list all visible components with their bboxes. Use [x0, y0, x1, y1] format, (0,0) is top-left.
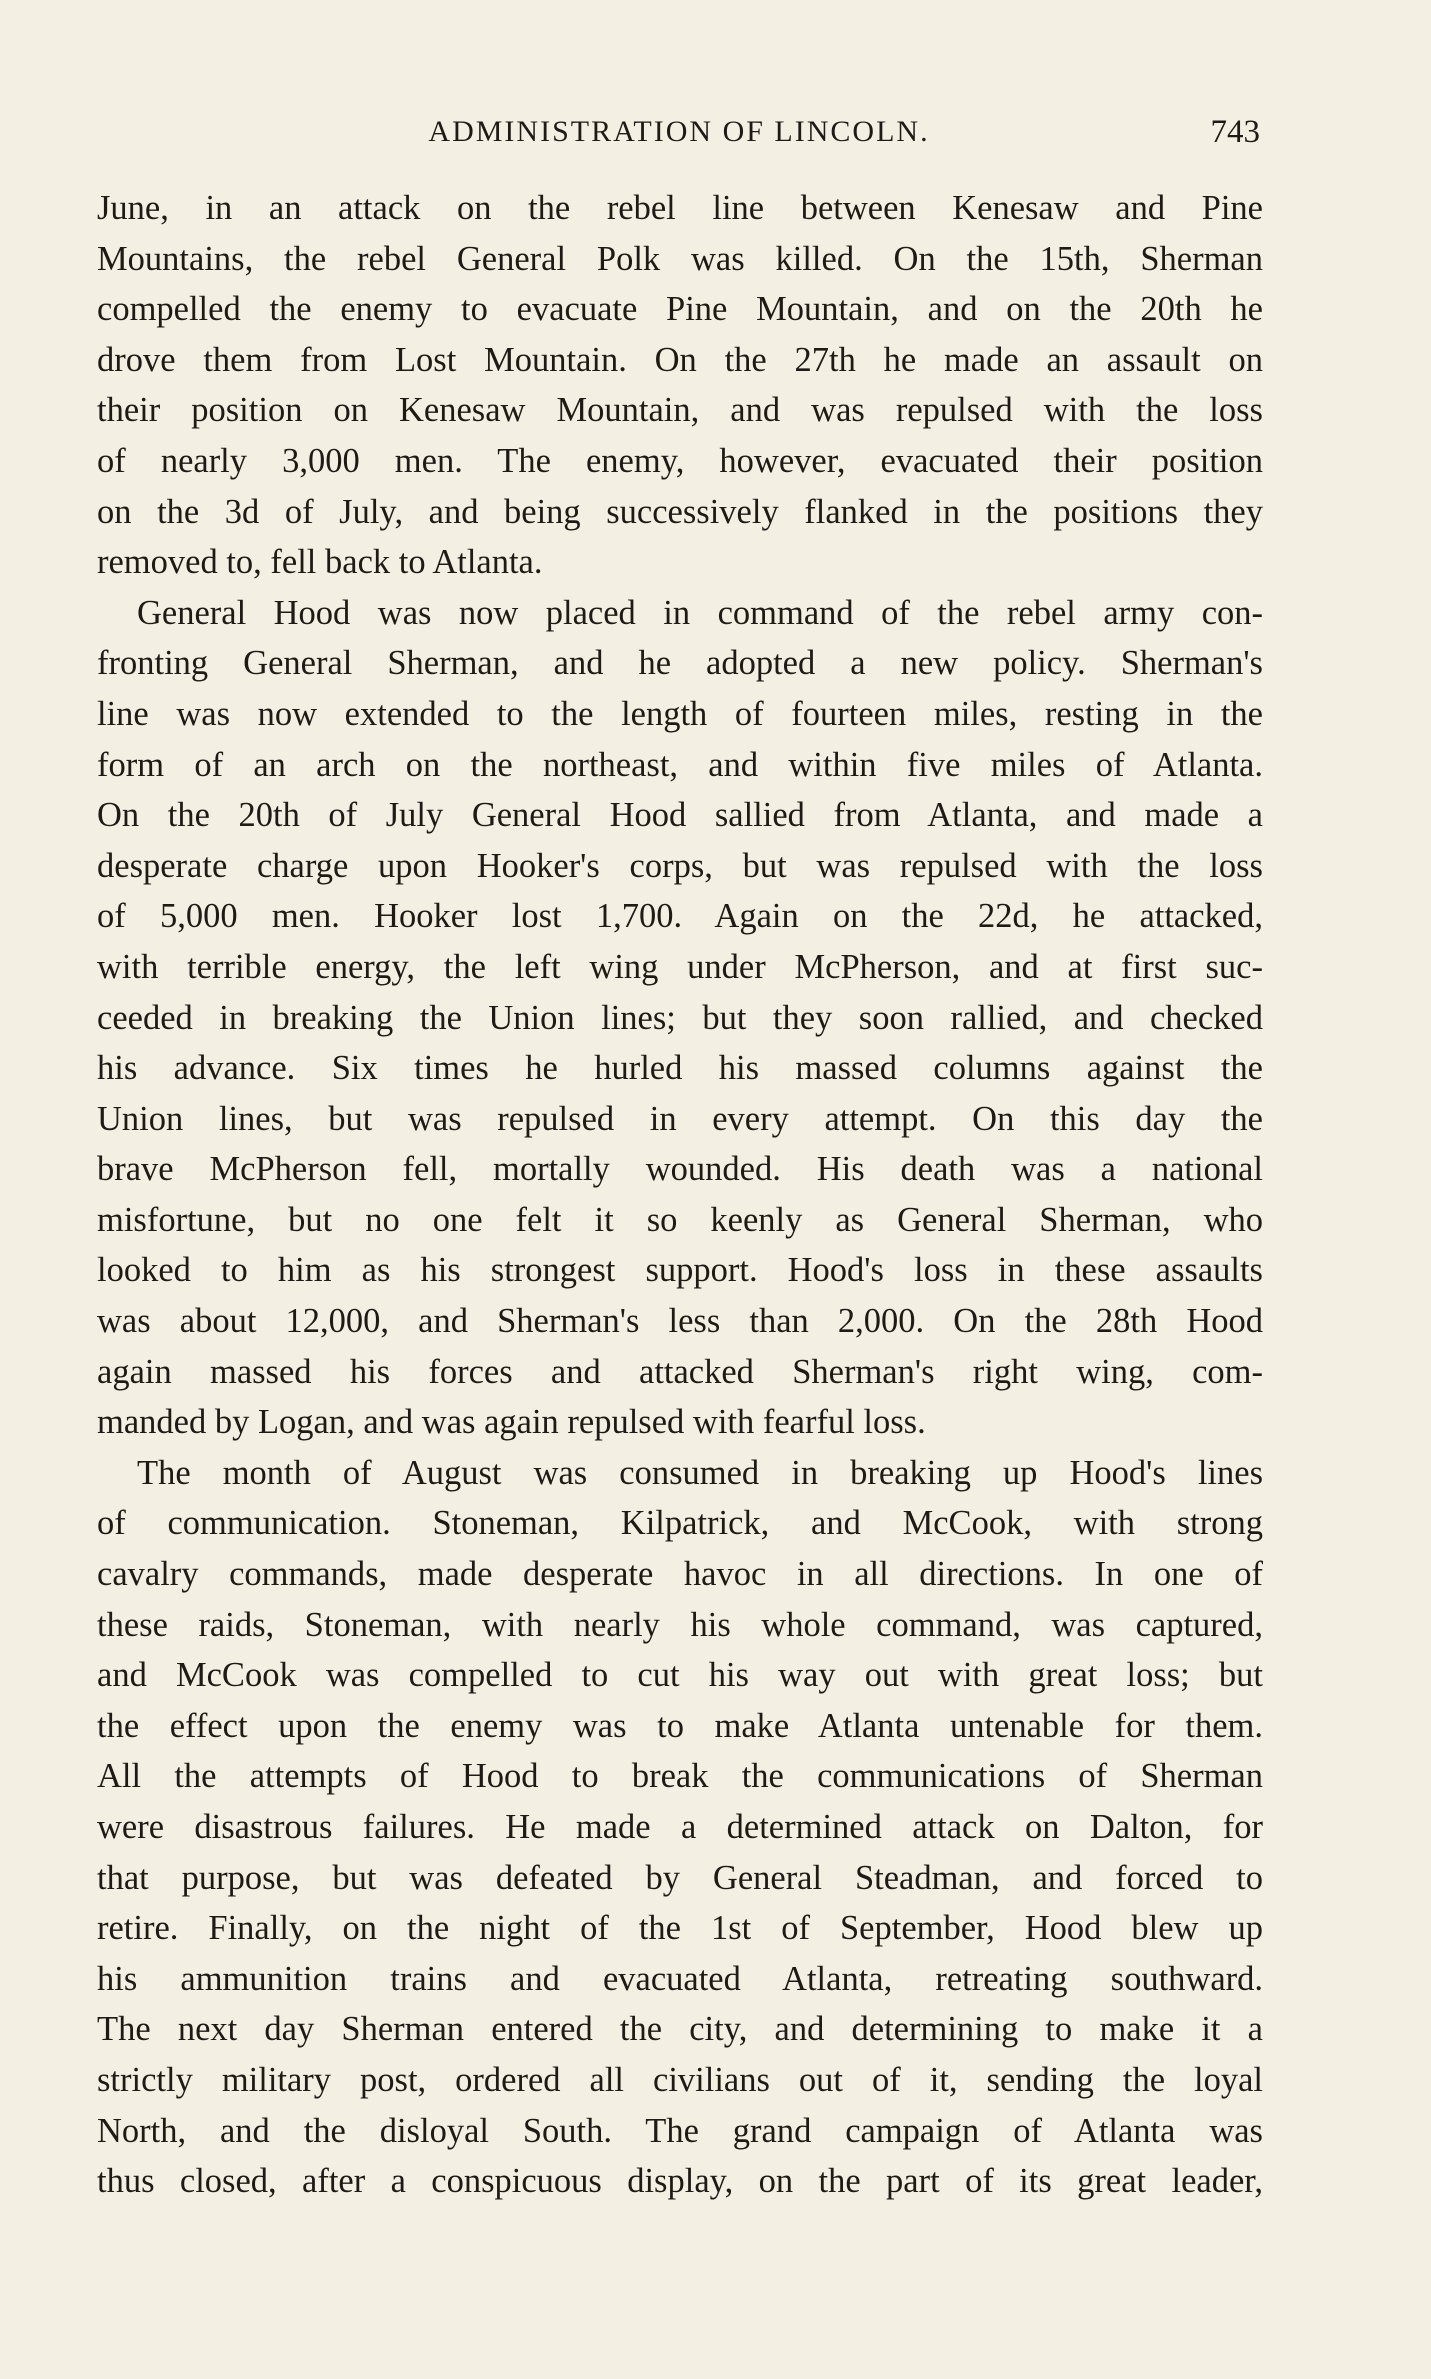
- text-line: cavalry commands, made desperate havoc in all directions. In one of: [97, 1555, 1263, 1594]
- text-line: On the 20th of July General Hood sallied from Atlanta, and made a: [97, 796, 1263, 835]
- text-line: line was now extended to the length of fourteen miles, resting in the: [97, 694, 1263, 733]
- text-line: General Hood was now placed in command of the rebel army con-: [137, 593, 1263, 632]
- text-line: Mountains, the rebel General Polk was killed. On the 15th, Sherman: [97, 239, 1263, 278]
- text-line: his advance. Six times he hurled his massed columns against the: [97, 1049, 1263, 1088]
- text-line: retire. Finally, on the night of the 1st of September, Hood blew up: [97, 1909, 1263, 1948]
- text-line: that purpose, but was defeated by General Steadman, and forced to: [97, 1858, 1263, 1897]
- text-line: his ammunition trains and evacuated Atlanta, retreating southward.: [97, 1959, 1263, 1998]
- text-line: drove them from Lost Mountain. On the 27th he made an assault on: [97, 340, 1263, 379]
- text-line: Union lines, but was repulsed in every attempt. On this day the: [97, 1099, 1263, 1138]
- text-line: All the attempts of Hood to break the communications of Sherman: [97, 1757, 1263, 1796]
- text-line: brave McPherson fell, mortally wounded. His death was a national: [97, 1150, 1263, 1189]
- running-title: ADMINISTRATION OF LINCOLN.: [428, 115, 930, 148]
- text-line: of communication. Stoneman, Kilpatrick, and McCook, with strong: [97, 1504, 1263, 1543]
- text-line: June, in an attack on the rebel line between Kenesaw and Pine: [97, 189, 1263, 227]
- text-line: The next day Sherman entered the city, and determining to make it a: [97, 2010, 1263, 2049]
- text-line: the effect upon the enemy was to make Atlanta untenable for them.: [97, 1706, 1263, 1745]
- running-head: [98, 112, 1260, 152]
- page-number: 743: [1210, 114, 1260, 150]
- text-line: fronting General Sherman, and he adopted a new policy. Sherman's: [97, 644, 1263, 683]
- text-line: ceeded in breaking the Union lines; but they soon rallied, and checked: [97, 998, 1263, 1037]
- text-line: of 5,000 men. Hooker lost 1,700. Again on the 22d, he attacked,: [97, 897, 1263, 936]
- paragraph-1: [97, 183, 1263, 588]
- text-line: removed to, fell back to Atlanta.: [97, 543, 543, 582]
- paragraph-3: [97, 1448, 1263, 2207]
- text-line: looked to him as his strongest support. Hood's loss in these assaults: [97, 1251, 1263, 1290]
- text-line: were disastrous failures. He made a determined attack on Dalton, for: [97, 1808, 1263, 1846]
- text-line: North, and the disloyal South. The grand campaign of Atlanta was: [97, 2111, 1263, 2150]
- text-line: thus closed, after a conspicuous display, on the part of its great leader,: [97, 2162, 1263, 2201]
- text-line: with terrible energy, the left wing under McPherson, and at first suc-: [97, 947, 1263, 986]
- text-line: of nearly 3,000 men. The enemy, however, evacuated their position: [97, 441, 1263, 480]
- text-line: form of an arch on the northeast, and within five miles of Atlanta.: [97, 745, 1263, 784]
- text-line: The month of August was consumed in breaking up Hood's lines: [137, 1453, 1263, 1492]
- text-line: on the 3d of July, and being successively flanked in the positions they: [97, 492, 1263, 531]
- text-line: misfortune, but no one felt it so keenly as General Sherman, who: [97, 1200, 1263, 1239]
- text-line: was about 12,000, and Sherman's less than 2,000. On the 28th Hood: [97, 1302, 1263, 1341]
- text-line: compelled the enemy to evacuate Pine Mountain, and on the 20th he: [97, 290, 1263, 329]
- text-line: strictly military post, ordered all civilians out of it, sending the loyal: [97, 2060, 1263, 2099]
- text-line: their position on Kenesaw Mountain, and was repulsed with the loss: [97, 391, 1263, 430]
- text-line: and McCook was compelled to cut his way out with great loss; but: [97, 1656, 1263, 1695]
- text-line: desperate charge upon Hooker's corps, but was repulsed with the loss: [97, 846, 1263, 885]
- paragraph-2: [97, 588, 1263, 1448]
- text-line: manded by Logan, and was again repulsed with fearful loss.: [97, 1403, 926, 1442]
- text-line: these raids, Stoneman, with nearly his whole command, was captured,: [97, 1605, 1263, 1644]
- text-line: again massed his forces and attacked Sherman's right wing, com-: [97, 1352, 1263, 1391]
- body-text: [97, 183, 1263, 2207]
